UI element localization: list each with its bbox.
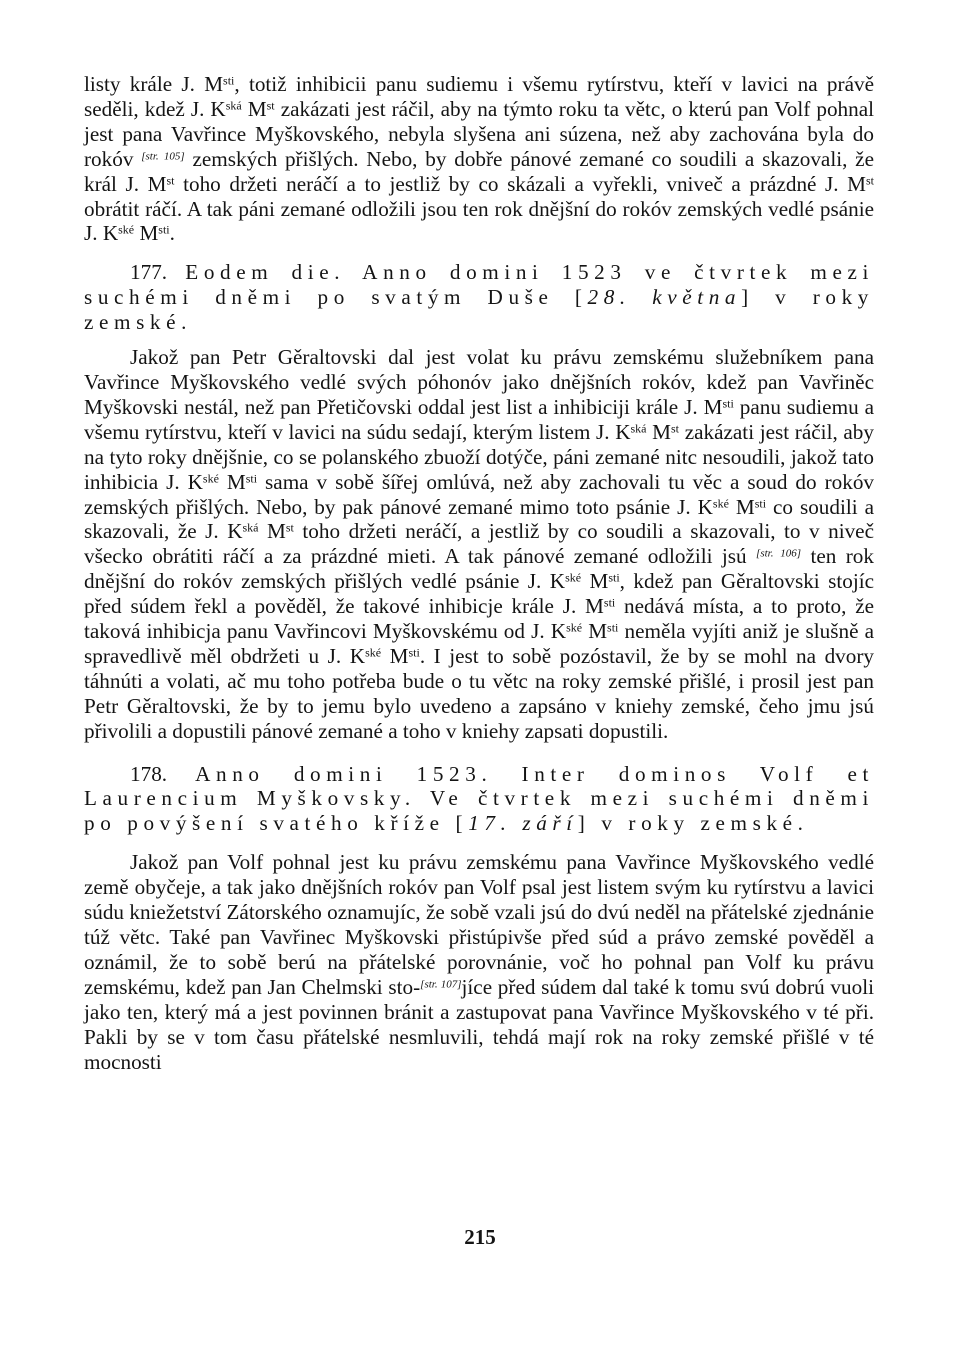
paragraph-178-body: Jakož pan Volf pohnal jest ku právu zemskému pana Vavřince Myškovského vedlé země obyčeje, a tak jako dnějšních rokóv pan Volf psal jest listem svým ku rytírstvu a lavici súdu kniežetství Zátorského oznamujíc, že sobě vzali jsú do dvú neděl na přátelské zjednánie túž větc. Také pan Vavřinec Myškovski přistúpivše před súd a právo zemské pověděl a oznámil, že to sobě berú na přátelské porovnánie, voč ho pohnal pan Volf ku právu zemskému, kdež pan Jan Chelmski sto-[str. 107]jíce před súdem dal také k tomu svú dobrú vuoli jako ten, který má a jest povinnen bránit a zastupovat pana Vavřince Myškovského v té při. Pakli by se v tom času přátelské nesmluvili, tehdá mají rok na roky zemské přišlé v té mocnosti [84, 850, 874, 1074]
date-note: 28. května [587, 285, 742, 310]
page-number: 215 [464, 1225, 496, 1249]
page-reference: [str. 107] [420, 978, 462, 991]
entry-heading-178: 178. Anno domini 1523. Inter dominos Volf et Laurencium Myškovsky. Ve čtvrtek mezi suchémi dněmi po povýšení svatého kříže [17. září] v roky zemské. [84, 761, 874, 836]
entry-number: 178. [130, 761, 168, 786]
paragraph-continuation: listy krále J. $M^{sti}$, totiž inhibicii panu sudiemu i všemu rytírstvu, kteří v lavici na právě seděli, kdež J. $K^{ská}$ Mst zakázati jest ráčil, aby na týmto roku ta větc, o kterú pan Volf pohnal jest pana Vavřince Myškovského, nebyla slyšena ani súzena, než aby zachována byla do rokóv [str. 105] zemských přišlých. Nebo, by dobře pánové zemané co soudili a skazovali, že král J. Mst toho držeti neráčí a to jestliž by co skázali a vyřekli, vniveč a prázdné J. Mst obrátit ráčí. A tak páni zemané odložili jsou ten rok dnějšní do rokóv zemských vedlé psánie J. $K^{ské}$ $M^{sti}$. [84, 72, 875, 246]
page-reference: [str. 106] [756, 547, 802, 560]
entry-number: 177. [130, 260, 168, 285]
page-reference: [str. 105] [141, 150, 185, 163]
entry-heading-177: 177. Eodem die. Anno domini 1523 ve čtvrtek mezi suchémi dněmi po svatým Duše [28. května] v roky zemské. [84, 260, 875, 335]
paragraph-177-body: Jakož pan Petr Gěraltovski dal jest volat ku právu zemskému služebníkem pana Vavřince Myškovského vedlé svých póhonóv jako dnějšních rokóv, kdež pan Vavřiněc Myškovski nestál, než pan Přetičovski oddal jest list a inhibiciji krále J. $M^{sti}$ panu sudiemu a všemu rytírstvu, kteří v lavici na súdu sedají, kterým listem J. $K^{ská}$ Mst zakázati jest ráčil, aby na tyto roky dnějšnie, co se polanského zbuoží dotýče, páni zemané nitc nesoudili, jakož tato inhibicia J. $K^{ské}$ $M^{sti}$ sama v sobě šířej omlúvá, než aby zachovali tu věc a soud do rokóv zemských přišlých. Nebo, by pak pánové zemané mimo toto psánie J. $K^{ské}$ $M^{sti}$ co soudili a skazovali, že J. $K^{ská}$ Mst toho držeti neráčí, a jestliž by co soudili a skazovali, to v niveč všecko obrátiti ráčí a za prázdné mieti. A tak pánové zemané odložili jsú [str. 106] ten rok dnějšní do rokóv zemských přišlých vedlé psánie J. $K^{ské}$ $M^{sti}$, kdež pan Gěraltovski stojíc před súdem řekl a pověděl, že takové inhibicje krále J. $M^{sti}$ nedává místa, a to proto, že taková inhibicja panu Vavřincovi Myškovskému od J. $K^{ské}$ $M^{sti}$ neměla vyjíti aniž je slušně a spravedlivě měl obdržeti u J. $K^{ské}$ $M^{sti}$. I jest to sobě pozóstavil, že by se mohl na dvory táhnúti a volati, ač mu toho potřeba bude o tu větc na roky zemské přišlé, i prosil jest pan Petr Gěraltovski, že by to jemu bylo uvedeno a zapsáno v kniehy zemské, čeho jmu jsú přivolili a dopustili pánové zemané a toho v kniehy zapsati dopustili. [84, 345, 875, 743]
date-note: 17. září [468, 811, 578, 836]
